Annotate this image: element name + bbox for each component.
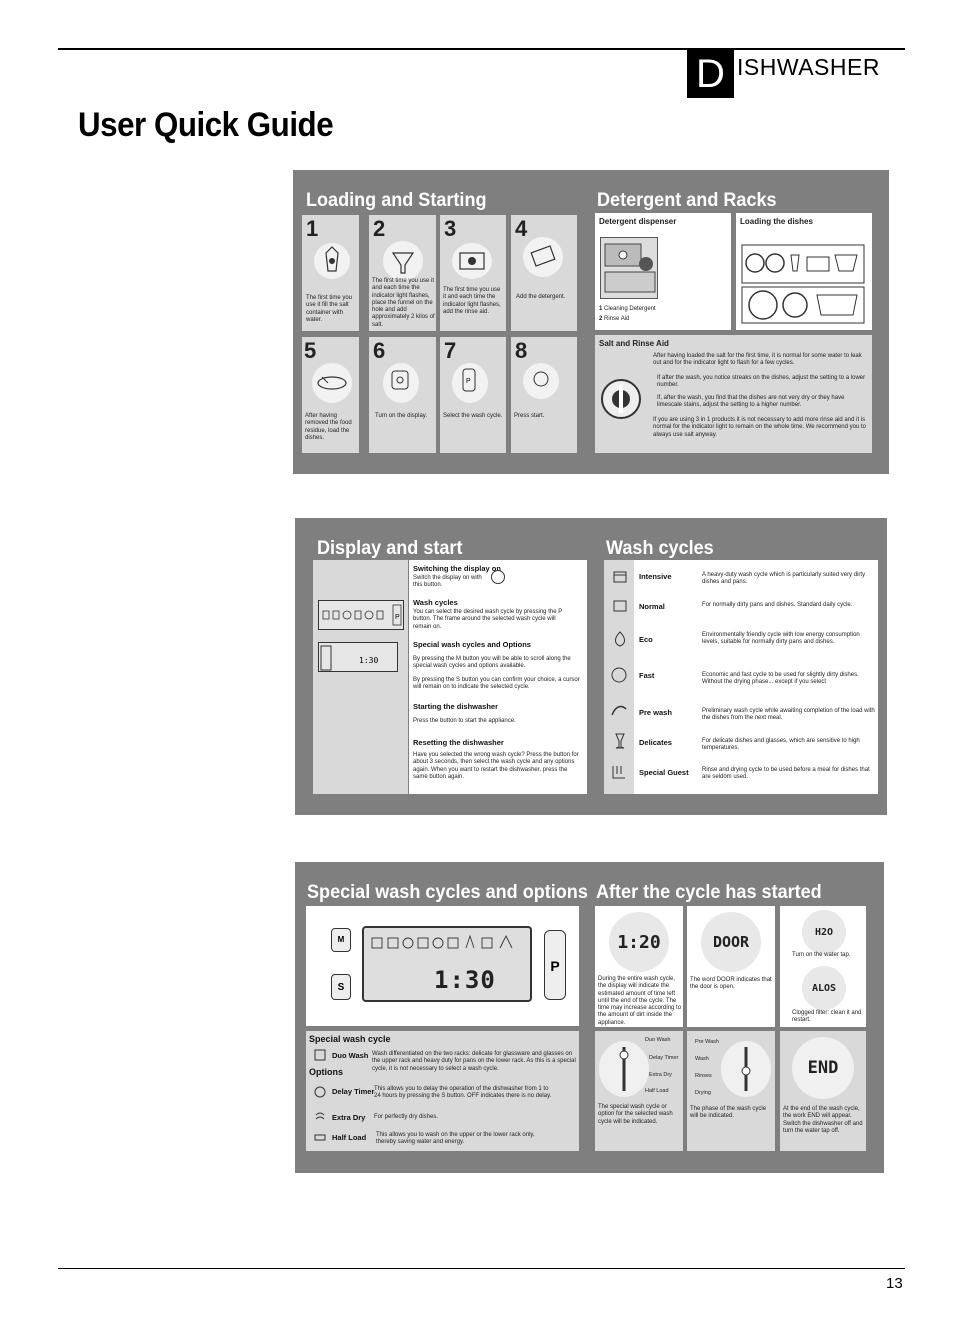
- salt-container-icon: [314, 243, 350, 279]
- step-text: Press start.: [514, 413, 545, 419]
- step-number: 4: [515, 216, 528, 241]
- control-panel-display: [306, 906, 579, 1026]
- cycle-name: Fast: [639, 671, 655, 680]
- duo-wash-name: Duo Wash: [332, 1051, 369, 1060]
- door-text: The word DOOR indicates that the door is open.: [690, 977, 772, 991]
- section-letter: D: [687, 50, 734, 98]
- cycle-name: Special Guest: [639, 768, 689, 777]
- step-text: After having removed the food residue, load the dishes.: [305, 413, 352, 441]
- rinse-aid-icon: [452, 243, 492, 279]
- fast-cycle-icon: [610, 666, 628, 684]
- rack-illustration: [741, 243, 867, 325]
- phase-label: Wash: [695, 1056, 709, 1062]
- option-name: Extra Dry: [332, 1113, 366, 1122]
- special-cycle-title: Special wash cycle: [309, 1034, 391, 1044]
- special-guest-cycle-icon: [610, 762, 628, 782]
- salt-paragraph: If you are using 3 in 1 products it is not necessary to add more rinse aid and it is normal for the indicator light to remain on the whole time. We recommend you to always use salt anyway.: [653, 417, 866, 438]
- step-number: 7: [444, 338, 457, 363]
- wash-heading: Wash cycles: [606, 538, 714, 559]
- step-number: 2: [373, 216, 386, 241]
- end-card: [780, 1031, 866, 1151]
- step-number: 3: [444, 216, 457, 241]
- special-label: Half Load: [645, 1088, 669, 1094]
- end-display: [792, 1037, 854, 1099]
- h2o-value: H2O: [814, 926, 834, 938]
- loading-racks-panel: [293, 170, 889, 474]
- phase-indicator-icon: [721, 1041, 771, 1097]
- cycle-desc: A heavy-duty wash cycle which is particularly suited very dirty dishes and pans.: [702, 572, 866, 586]
- display-section-text: Have you selected the wrong wash cycle? Press the button for about 3 seconds, then select the wash cycle and any options again. When you want to restart the dishwasher, press the same button again.: [413, 752, 579, 780]
- section-title: ISHWASHER: [737, 54, 880, 80]
- step-card: [511, 215, 577, 331]
- special-options-card: [306, 1031, 579, 1151]
- h2o-display: [802, 910, 846, 954]
- lcd-time: 1:30: [434, 966, 496, 994]
- display-section-title: Starting the dishwasher: [413, 702, 499, 711]
- door-value: DOOR: [712, 933, 750, 951]
- svg-text:1:30: 1:30: [359, 656, 379, 665]
- p-button[interactable]: P: [544, 930, 566, 1000]
- option-name: Delay Timer: [332, 1087, 375, 1096]
- end-text: At the end of the wash cycle, the work END will appear. Switch the dishwasher off and turn the water tap off.: [783, 1106, 863, 1134]
- display-heading: Display and start: [317, 538, 463, 559]
- options-title: Options: [309, 1067, 343, 1077]
- step-card: [440, 215, 506, 331]
- cycle-name: Delicates: [639, 738, 672, 747]
- option-text: This allows you to wash on the upper or the lower rack only, thereby saving water and energy.: [376, 1132, 535, 1146]
- display-section-text: Press the button to start the appliance.: [413, 718, 516, 724]
- special-label: Extra Dry: [649, 1072, 672, 1078]
- legend-item: 2 Rinse Aid: [599, 316, 630, 322]
- salt-rinse-card: [595, 335, 872, 453]
- step-number: 1: [306, 216, 319, 241]
- special-label: Delay Timer: [649, 1055, 679, 1061]
- display-wash-panel: [295, 518, 887, 815]
- dispenser-label: Detergent dispenser: [599, 217, 677, 226]
- delay-timer-icon: [314, 1086, 326, 1098]
- funnel-icon: [383, 241, 423, 281]
- program-display: [318, 600, 404, 630]
- half-load-icon: [314, 1129, 326, 1141]
- special-label: Duo Wash: [645, 1037, 671, 1043]
- time-left-display: [609, 912, 669, 972]
- display-section-title: Resetting the dishwasher: [413, 738, 504, 747]
- dishes-icon: [312, 363, 352, 403]
- option-name: Half Load: [332, 1133, 367, 1142]
- cycle-name: Pre wash: [639, 708, 672, 717]
- step-number: 6: [373, 338, 386, 363]
- dial-icon: [601, 379, 641, 419]
- alos-display: [802, 966, 846, 1010]
- time-left-text: During the entire wash cycle, the display will indicate the estimated amount of time left until the end of the cycle. The time may increase according to the amount of dirt inside the appliance.: [598, 976, 682, 1026]
- control-panel-illustration: [313, 560, 408, 794]
- special-indicator-card: [595, 1031, 683, 1151]
- special-indicator-icon: [599, 1041, 649, 1097]
- alos-text: Clogged filter: clean it and restart.: [792, 1010, 862, 1024]
- step-text: Select the wash cycle.: [443, 413, 503, 419]
- alos-value: ALOS: [811, 982, 837, 994]
- cycle-desc: For normally dirty pans and dishes. Standard daily cycle.: [702, 602, 853, 608]
- step-text: The first time you use it fill the salt container with water.: [306, 295, 353, 323]
- step-card: [369, 337, 436, 453]
- svg-text:P: P: [395, 614, 400, 621]
- option-text: This allows you to delay the operation of the dishwasher from 1 to 24 hours by pressing the S button. OFF indicates there is no delay.: [374, 1086, 552, 1100]
- step-card: [511, 337, 577, 453]
- duo-wash-icon: [314, 1049, 326, 1061]
- power-button-icon: [383, 363, 419, 403]
- s-button[interactable]: S: [331, 974, 351, 1000]
- loading-label: Loading the dishes: [740, 217, 813, 226]
- step-number: 5: [304, 338, 317, 363]
- step-card: [369, 215, 436, 331]
- intensive-cycle-icon: [612, 568, 628, 584]
- display-section-text: By pressing the S button you can confirm your choice, a cursor will remain on to indicate the selected cycle.: [413, 677, 580, 691]
- step-number: 8: [515, 338, 528, 363]
- special-after-panel: [295, 862, 884, 1173]
- step-text: Turn on the display.: [375, 413, 428, 419]
- end-value: END: [807, 1058, 839, 1078]
- phase-indicator-text: The phase of the wash cycle will be indicated.: [690, 1106, 767, 1120]
- time-left-card: [595, 906, 683, 1027]
- rinse-aid-cap-icon: [639, 257, 653, 271]
- normal-cycle-icon: [612, 597, 628, 613]
- detergent-heading: Detergent and Racks: [597, 190, 777, 211]
- time-left-value: 1:20: [617, 931, 661, 953]
- step-card: [302, 215, 359, 331]
- program-button-icon: [452, 363, 488, 403]
- door-display: [701, 912, 761, 972]
- cycle-desc: Preliminary wash cycle while awaiting completion of the load with the dishes from the next meal.: [702, 708, 875, 722]
- wash-cycles-table: [604, 560, 878, 794]
- top-rule: [58, 48, 905, 50]
- page-title: User Quick Guide: [78, 106, 334, 144]
- display-section-title: Switching the display on: [413, 564, 501, 573]
- power-button-icon: [491, 570, 505, 584]
- option-text: For perfectly dry dishes.: [374, 1114, 439, 1120]
- phase-label: Pre Wash: [695, 1039, 719, 1045]
- display-instructions: [409, 560, 587, 794]
- salt-label: Salt and Rinse Aid: [599, 339, 669, 348]
- loading-dishes-card: [736, 213, 872, 330]
- display-section-title: Special wash cycles and Options: [413, 640, 531, 649]
- cycle-desc: Environmentally friendly cycle with low energy consumption levels, suitable for normally dirty pans and dishes.: [702, 632, 860, 646]
- loading-heading: Loading and Starting: [306, 190, 487, 211]
- step-text: The first time you use it and each time the indicator light flashes, place the funnel on the hole and add approximately 2 kilos of salt.: [372, 278, 435, 328]
- legend-item: 1 Cleaning Detergent: [599, 306, 656, 312]
- duo-wash-text: Wash differentiated on the two racks: delicate for glassware and glasses on the upper rack and heavy duty for pans on the lower rack. As this is a special cycle, it is not necessary to select a wash cycle.: [372, 1051, 576, 1072]
- phase-label: Rinses: [695, 1073, 712, 1079]
- step-card: [302, 337, 359, 453]
- step-card: [440, 337, 506, 453]
- h2o-text: Turn on the water tap.: [792, 952, 851, 958]
- salt-paragraph: If after the wash, you notice streaks on the dishes, adjust the setting to a lower number.: [657, 375, 866, 389]
- display-section-text: Switch the display on with this button.: [413, 575, 482, 589]
- lcd-screen: [362, 926, 532, 1002]
- cycle-name: Normal: [639, 602, 665, 611]
- pre-wash-cycle-icon: [610, 701, 628, 719]
- extra-dry-icon: [314, 1111, 326, 1123]
- cycle-name: Intensive: [639, 572, 672, 581]
- display-section-title: Wash cycles: [413, 598, 458, 607]
- start-button-icon: [523, 363, 559, 399]
- step-text: Add the detergent.: [516, 294, 566, 300]
- page-number: 13: [886, 1275, 903, 1292]
- special-heading: Special wash cycles and options: [307, 882, 588, 903]
- eco-cycle-icon: [612, 630, 628, 648]
- detergent-icon: [523, 237, 563, 277]
- special-indicator-text: The special wash cycle or option for the selected wash cycle will be indicated.: [598, 1104, 673, 1125]
- display-section-text: By pressing the M button you will be able to scroll along the special wash cycles and options available.: [413, 656, 571, 670]
- cycle-desc: Rinse and drying cycle to be used before a meal for dishes that are seldom used.: [702, 767, 870, 781]
- cycle-name: Eco: [639, 635, 653, 644]
- phase-indicator-card: [687, 1031, 775, 1151]
- salt-paragraph: If, after the wash, you find that the dishes are not very dry or they have limescale stains, adjust the setting to a higher number.: [657, 395, 845, 409]
- m-button[interactable]: M: [331, 928, 351, 952]
- display-section-text: You can select the desired wash cycle by pressing the P button. The frame around the selected wash cycle will remain on.: [413, 609, 563, 630]
- water-filter-card: [780, 906, 866, 1027]
- cycle-desc: For delicate dishes and glasses, which are sensitive to high temperatures.: [702, 738, 860, 752]
- bottom-rule: [58, 1268, 905, 1269]
- cycle-desc: Economic and fast cycle to be used for slightly dirty dishes. Without the drying phase... except if you select: [702, 672, 859, 686]
- detergent-dispenser-card: [595, 213, 731, 330]
- door-card: [687, 906, 775, 1027]
- phase-label: Drying: [695, 1090, 711, 1096]
- after-heading: After the cycle has started: [596, 882, 822, 903]
- svg-text:P: P: [466, 378, 471, 385]
- step-text: The first time you use it and each time the indicator light flashes, add the rinse aid.: [443, 287, 501, 315]
- salt-paragraph: After having loaded the salt for the first time, it is normal for some water to leak out and for the indicator light to flash for a few cycles.: [653, 353, 862, 367]
- delicates-cycle-icon: [612, 732, 628, 750]
- time-display: [318, 642, 398, 672]
